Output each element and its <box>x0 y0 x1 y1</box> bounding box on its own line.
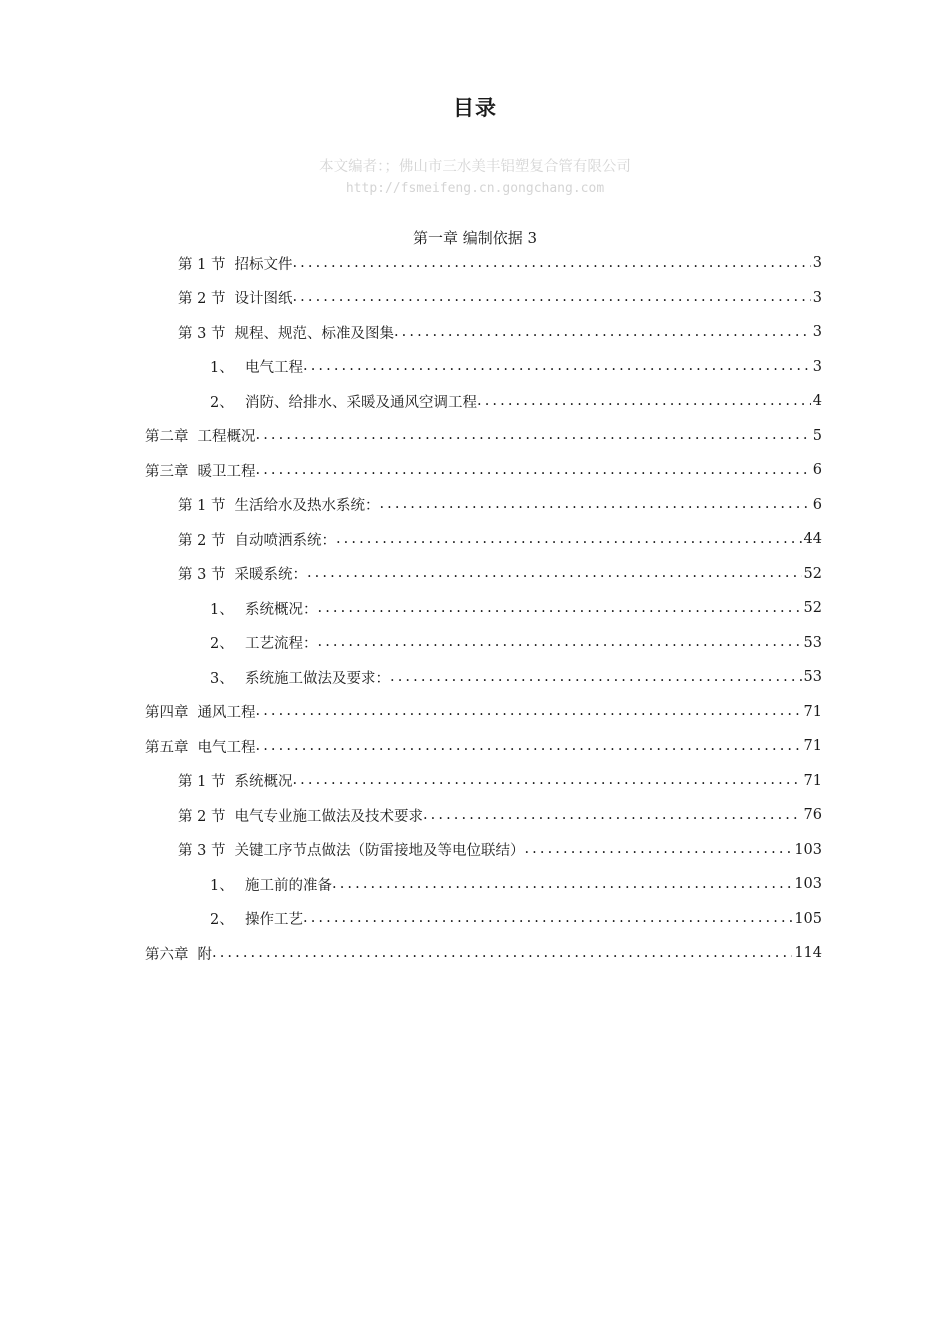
toc-leader-dots <box>394 324 811 341</box>
toc-leader-dots <box>379 496 810 513</box>
toc-entry-title: 招标文件 <box>234 256 293 273</box>
toc-entry-title: 系统概况： <box>245 601 318 618</box>
toc-entry[interactable] <box>210 867 950 902</box>
toc-entry-title: 规程、规范、标准及图集 <box>234 325 394 342</box>
watermark-company: 本文编者：；佛山市三水美丰铝塑复合管有限公司 <box>319 159 631 175</box>
toc-entry[interactable] <box>210 384 950 419</box>
toc-entry-page: 103 <box>794 876 822 893</box>
toc-entry[interactable] <box>145 419 950 454</box>
toc-entry[interactable] <box>145 695 950 730</box>
toc-entry[interactable] <box>178 764 950 799</box>
toc-entry-number: 第 3 节 <box>178 567 226 584</box>
toc-entry-page: 114 <box>794 945 822 962</box>
toc-entry[interactable] <box>178 488 950 523</box>
toc-leader-dots <box>307 565 802 582</box>
toc-entry-page: 53 <box>803 669 822 686</box>
toc-entry[interactable] <box>178 246 950 281</box>
toc-leader-dots <box>303 358 811 375</box>
toc-entry-number: 第 3 节 <box>178 843 226 860</box>
toc-entry-number: 第六章 <box>145 946 189 963</box>
toc-entry-number: 第五章 <box>145 739 189 756</box>
watermark-url: http://fsmeifeng.cn.gongchang.com <box>345 181 605 196</box>
toc-entry[interactable] <box>178 798 950 833</box>
toc-leader-dots <box>292 255 810 272</box>
toc-entry[interactable] <box>145 729 950 764</box>
toc-entry-number: 1、 <box>210 360 234 377</box>
toc-entry-page: 6 <box>812 496 822 513</box>
toc-leader-dots <box>256 738 802 755</box>
toc-entry-number: 第四章 <box>145 705 189 722</box>
toc-entry-title: 电气专业施工做法及技术要求 <box>234 808 423 825</box>
toc-entry[interactable] <box>178 315 950 350</box>
toc-entry-number: 2、 <box>210 912 234 929</box>
toc-entry-title: 生活给水及热水系统： <box>234 498 380 515</box>
toc-entry-title: 系统概况 <box>234 774 293 791</box>
toc-entry-page: 103 <box>794 841 822 858</box>
page-title: 目录 <box>453 96 497 120</box>
toc-entry-title: 电气工程 <box>197 739 256 756</box>
toc-leader-dots <box>256 427 811 444</box>
toc-entry-page: 71 <box>803 772 822 789</box>
toc-entry[interactable] <box>178 833 950 868</box>
toc-entry-number: 3、 <box>210 670 234 687</box>
toc-list <box>0 246 950 971</box>
toc-entry[interactable] <box>210 902 950 937</box>
toc-leader-dots <box>477 393 811 410</box>
toc-entry-page: 5 <box>812 427 822 444</box>
toc-entry-number: 2、 <box>210 636 234 653</box>
toc-entry-title: 消防、给排水、采暖及通风空调工程 <box>245 394 477 411</box>
toc-leader-dots <box>390 669 802 686</box>
toc-entry-title: 电气工程 <box>245 360 303 377</box>
toc-leader-dots <box>332 876 792 893</box>
toc-entry-page: 71 <box>803 703 822 720</box>
toc-entry-number: 第 1 节 <box>178 256 226 273</box>
toc-entry-title: 暖卫工程 <box>197 463 256 480</box>
toc-entry-title: 附 <box>197 946 212 963</box>
toc-entry-title: 采暖系统： <box>234 567 307 584</box>
toc-entry[interactable] <box>210 626 950 661</box>
toc-entry-number: 1、 <box>210 877 234 894</box>
toc-entry[interactable] <box>178 522 950 557</box>
toc-leader-dots <box>212 945 792 962</box>
toc-entry-title: 工程概况 <box>197 429 256 446</box>
toc-entry-page: 3 <box>812 255 822 272</box>
toc-entry[interactable] <box>210 591 950 626</box>
toc-leader-dots <box>524 841 792 858</box>
toc-leader-dots <box>318 600 802 617</box>
toc-entry[interactable] <box>210 660 950 695</box>
toc-leader-dots <box>423 807 802 824</box>
toc-entry-title: 通风工程 <box>197 705 256 722</box>
toc-entry-title: 操作工艺 <box>245 912 303 929</box>
toc-entry-title: 施工前的准备 <box>245 877 332 894</box>
toc-entry-page: 3 <box>812 289 822 306</box>
toc-chapter-1-heading[interactable]: 第一章 编制依据 3 <box>412 229 538 247</box>
toc-leader-dots <box>336 531 802 548</box>
toc-entry-number: 第三章 <box>145 463 189 480</box>
toc-entry-title: 工艺流程： <box>245 636 318 653</box>
toc-entry-title: 自动喷洒系统： <box>234 532 336 549</box>
toc-entry-page: 52 <box>803 565 822 582</box>
toc-entry-number: 第二章 <box>145 429 189 446</box>
toc-leader-dots <box>292 289 810 306</box>
toc-entry-page: 53 <box>803 634 822 651</box>
toc-entry[interactable] <box>178 281 950 316</box>
toc-entry-page: 6 <box>812 462 822 479</box>
toc-entry-number: 第 1 节 <box>178 774 226 791</box>
toc-entry-page: 3 <box>812 358 822 375</box>
toc-entry[interactable] <box>178 557 950 592</box>
toc-entry-title: 系统施工做法及要求： <box>245 670 390 687</box>
toc-entry[interactable] <box>145 453 950 488</box>
toc-leader-dots <box>318 634 802 651</box>
toc-leader-dots <box>292 772 801 789</box>
toc-entry-number: 第 3 节 <box>178 325 226 342</box>
toc-entry-page: 3 <box>812 324 822 341</box>
toc-leader-dots <box>256 462 811 479</box>
toc-entry-number: 第 2 节 <box>178 808 226 825</box>
toc-entry-page: 76 <box>803 807 822 824</box>
toc-leader-dots <box>303 910 792 927</box>
toc-entry-number: 第 1 节 <box>178 498 226 515</box>
toc-entry[interactable] <box>210 350 950 385</box>
toc-leader-dots <box>256 703 802 720</box>
toc-entry[interactable] <box>145 936 950 971</box>
toc-entry-page: 71 <box>803 738 822 755</box>
toc-entry-title: 设计图纸 <box>234 291 293 308</box>
toc-entry-number: 1、 <box>210 601 234 618</box>
toc-entry-number: 第 2 节 <box>178 291 226 308</box>
toc-entry-number: 第 2 节 <box>178 532 226 549</box>
toc-entry-page: 44 <box>803 531 822 548</box>
toc-entry-title: 关键工序节点做法（防雷接地及等电位联结） <box>234 843 525 860</box>
toc-entry-page: 4 <box>812 393 822 410</box>
toc-entry-page: 105 <box>794 910 822 927</box>
toc-entry-number: 2、 <box>210 394 234 411</box>
toc-entry-page: 52 <box>803 600 822 617</box>
